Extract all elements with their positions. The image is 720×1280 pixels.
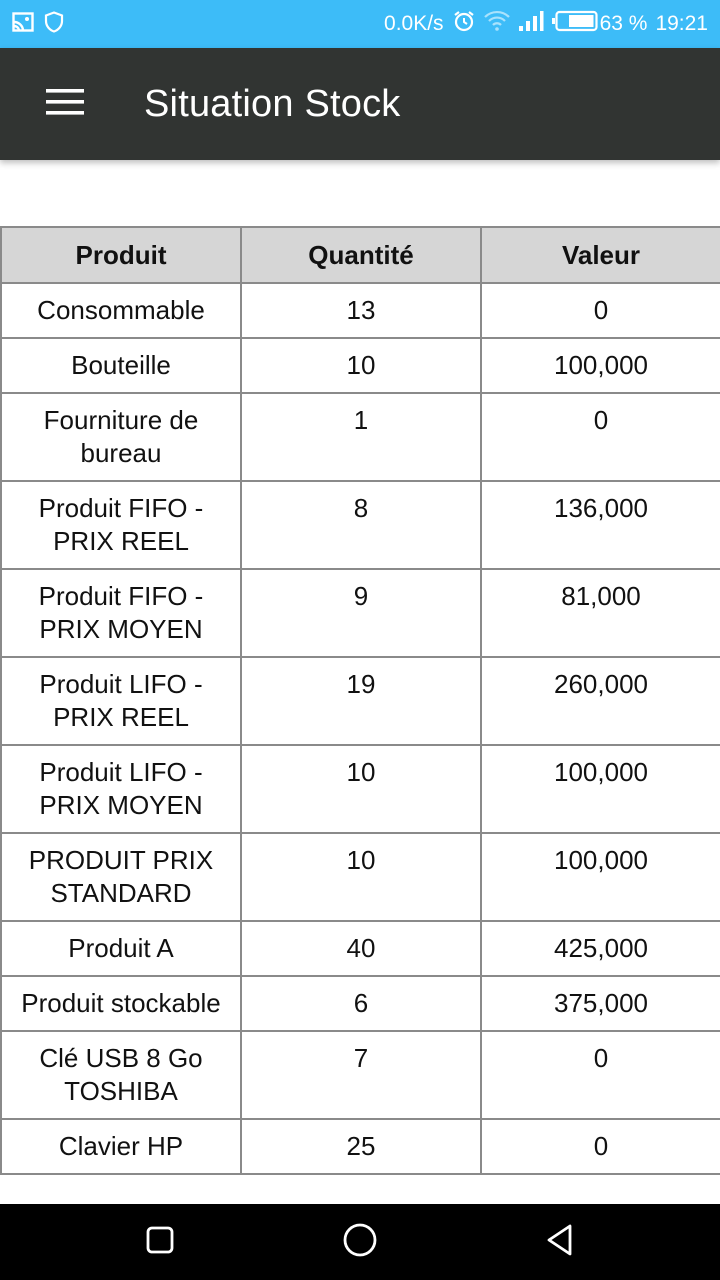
hamburger-menu-icon <box>46 89 84 120</box>
cell-produit: Clé USB 8 Go TOSHIBA <box>1 1031 241 1119</box>
page-title: Situation Stock <box>144 82 401 125</box>
back-triangle-icon <box>545 1223 575 1262</box>
cell-valeur: 260,000 <box>481 657 720 745</box>
column-header-quantite: Quantité <box>241 227 481 283</box>
cell-valeur: 0 <box>481 1119 720 1174</box>
column-header-produit: Produit <box>1 227 241 283</box>
cell-valeur: 136,000 <box>481 481 720 569</box>
menu-button[interactable] <box>0 48 144 160</box>
cell-valeur: 0 <box>481 1031 720 1119</box>
table-row <box>1 976 720 1031</box>
battery-icon <box>552 10 598 38</box>
cell-quantite: 10 <box>241 833 481 921</box>
stock-table <box>0 226 720 1175</box>
cell-produit: Consommable <box>1 283 241 338</box>
recents-square-icon <box>145 1225 175 1260</box>
cell-quantite: 9 <box>241 569 481 657</box>
cell-quantite: 10 <box>241 338 481 393</box>
cell-valeur: 0 <box>481 393 720 481</box>
network-speed: 0.0K/s <box>384 12 444 35</box>
status-left <box>12 11 64 38</box>
cell-produit: Produit FIFO - PRIX REEL <box>1 481 241 569</box>
cell-quantite: 7 <box>241 1031 481 1119</box>
table-row <box>1 833 720 921</box>
table-row <box>1 1119 720 1174</box>
status-right <box>384 9 708 39</box>
cell-produit: Fourniture de bureau <box>1 393 241 481</box>
cell-produit: Produit stockable <box>1 976 241 1031</box>
cell-valeur: 81,000 <box>481 569 720 657</box>
cell-produit: Produit A <box>1 921 241 976</box>
shield-icon <box>44 11 64 38</box>
cell-produit: Produit FIFO - PRIX MOYEN <box>1 569 241 657</box>
cell-valeur: 100,000 <box>481 745 720 833</box>
cell-produit: Produit LIFO - PRIX MOYEN <box>1 745 241 833</box>
cell-quantite: 13 <box>241 283 481 338</box>
content-area[interactable] <box>0 160 720 1204</box>
cell-quantite: 40 <box>241 921 481 976</box>
cell-valeur: 100,000 <box>481 338 720 393</box>
cell-valeur: 100,000 <box>481 833 720 921</box>
app-bar <box>0 48 720 160</box>
cell-valeur: 425,000 <box>481 921 720 976</box>
cell-quantite: 10 <box>241 745 481 833</box>
table-row <box>1 481 720 569</box>
table-row <box>1 657 720 745</box>
table-row <box>1 283 720 338</box>
table-row <box>1 921 720 976</box>
table-row <box>1 338 720 393</box>
cell-produit: Clavier HP <box>1 1119 241 1174</box>
cell-produit: Produit LIFO - PRIX REEL <box>1 657 241 745</box>
table-header-row <box>1 227 720 283</box>
table-row <box>1 745 720 833</box>
battery-percent: 63 % <box>599 12 648 35</box>
status-bar <box>0 0 720 48</box>
cell-quantite: 6 <box>241 976 481 1031</box>
table-row <box>1 569 720 657</box>
home-circle-icon <box>342 1222 378 1263</box>
cast-icon <box>12 12 34 37</box>
back-button[interactable] <box>460 1204 660 1280</box>
alarm-icon <box>452 9 476 39</box>
cell-quantite: 1 <box>241 393 481 481</box>
cell-quantite: 25 <box>241 1119 481 1174</box>
home-button[interactable] <box>260 1204 460 1280</box>
clock-time: 19:21 <box>655 12 708 35</box>
table-row <box>1 393 720 481</box>
column-header-valeur: Valeur <box>481 227 720 283</box>
wifi-icon <box>484 10 510 38</box>
cell-produit: PRODUIT PRIX STANDARD <box>1 833 241 921</box>
cell-valeur: 375,000 <box>481 976 720 1031</box>
cell-quantite: 8 <box>241 481 481 569</box>
navigation-bar <box>0 1204 720 1280</box>
cell-valeur: 0 <box>481 283 720 338</box>
recents-button[interactable] <box>60 1204 260 1280</box>
cell-produit: Bouteille <box>1 338 241 393</box>
table-row <box>1 1031 720 1119</box>
cell-quantite: 19 <box>241 657 481 745</box>
signal-icon <box>518 10 544 38</box>
